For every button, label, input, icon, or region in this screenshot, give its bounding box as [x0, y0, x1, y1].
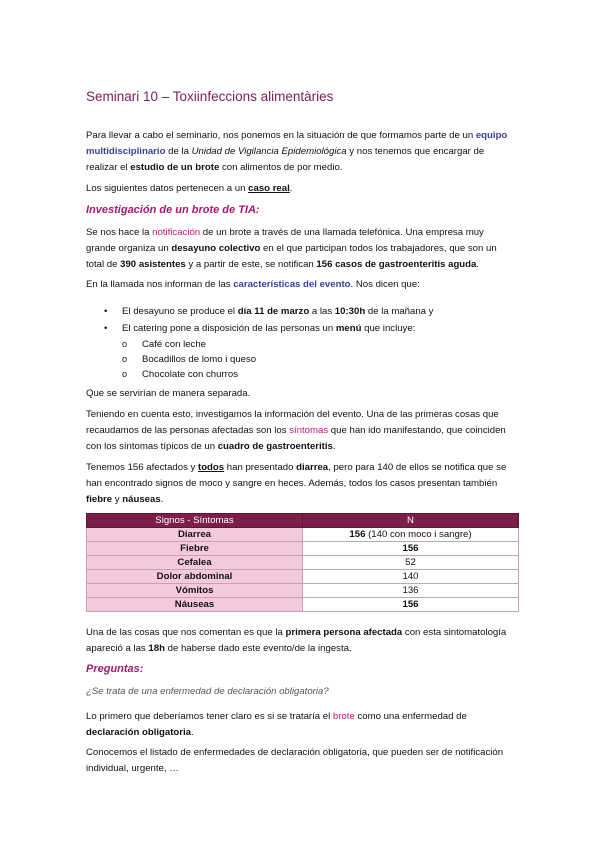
bold-text: náuseas — [122, 494, 161, 505]
bold-text: día 11 de marzo — [237, 306, 310, 317]
text: de haberse dado este evento/de la ingesta. — [164, 643, 352, 654]
text: Se nos hace la — [86, 227, 153, 238]
bold-text: primera persona afectada — [285, 627, 403, 638]
text: Una de las cosas que nos comentan es que la — [86, 627, 286, 638]
text: . — [289, 183, 293, 194]
table-row — [87, 584, 519, 598]
text: . Nos dicen que: — [350, 279, 420, 290]
text: El catering pone a disposición de las personas un — [122, 323, 336, 334]
bold-text: 10:30h — [334, 306, 366, 317]
list-item: o Bocadillos de lomo i queso — [122, 352, 256, 367]
list-item: o Café con leche — [122, 337, 256, 352]
afectados-paragraph — [86, 460, 516, 508]
datos-paragraph — [86, 181, 516, 197]
text: . — [191, 727, 194, 738]
text: Para llevar a cabo el seminario, nos ponemos en la situación de que formamos parte de un — [86, 130, 476, 141]
text: y nos tenemos que encargar de realizar el — [86, 146, 485, 173]
table-header: N — [303, 514, 519, 528]
table-row — [87, 528, 519, 542]
text: Lo primero que deberíamos tener claro es si se trataría el — [86, 711, 333, 722]
evento-paragraph — [86, 277, 516, 293]
event-bullet-list — [104, 303, 524, 337]
bold-text: diarrea — [296, 462, 329, 473]
section-heading-preguntas: Preguntas: — [86, 663, 144, 675]
bold-text: 18h — [148, 643, 165, 654]
text: y — [112, 494, 123, 505]
text: Los siguientes datos pertenecen a un — [86, 183, 249, 194]
bold-text: menú — [335, 323, 362, 334]
highlight-text: notificación — [152, 227, 201, 238]
symptoms-table — [86, 513, 519, 612]
listado-paragraph: Conocemos el listado de enfermedades de declaración obligatoria, que pueden ser de notificación individual, urgente, … — [86, 747, 504, 774]
table-cell-symptom: Fiebre — [87, 542, 303, 556]
table-header-row — [87, 514, 519, 528]
highlight-text: brote — [332, 711, 355, 722]
text: 52 — [405, 557, 416, 568]
table-cell-n — [303, 584, 519, 598]
bold-text: 156 casos de gastroenteritis aguda — [316, 259, 477, 270]
bold-text: fiebre — [86, 494, 113, 505]
declaracion-paragraph — [86, 709, 516, 741]
bold-text: 156 — [402, 543, 419, 554]
primera-persona-paragraph — [86, 625, 516, 657]
sintomas-paragraph — [86, 407, 516, 455]
text: . — [160, 494, 164, 505]
table-row — [87, 570, 519, 584]
table-row — [87, 556, 519, 570]
text: con esta sintomatología apareció a las — [86, 627, 507, 654]
text: 140 — [402, 571, 419, 582]
bold-text: 156 — [402, 599, 419, 610]
highlight-text: síntomas — [289, 425, 329, 436]
table-cell-symptom: Cefalea — [87, 556, 303, 570]
list-item: o Chocolate con churros — [122, 367, 256, 382]
text: que incluye: — [361, 323, 416, 334]
table-cell-symptom: Diarrea — [87, 528, 303, 542]
text: (140 con moco i sangre) — [365, 529, 472, 540]
table-cell-n — [303, 542, 519, 556]
text: El desayuno se produce el — [122, 306, 238, 317]
text: Tenemos 156 afectados y — [86, 462, 198, 473]
table-cell-n — [303, 570, 519, 584]
table-row — [87, 542, 519, 556]
table-header: Signos - Síntomas — [87, 514, 303, 528]
table-cell-n — [303, 598, 519, 612]
notificacion-paragraph — [86, 225, 516, 273]
text: En la llamada nos informan de las — [86, 279, 234, 290]
table-cell-n — [303, 556, 519, 570]
text: como una enfermedad de — [354, 711, 467, 722]
bold-text: 390 asistentes — [120, 259, 186, 270]
text: de la — [165, 146, 192, 157]
text: que han ido manifestando, que coinciden con los síntomas típicos de un — [86, 425, 506, 452]
list-item — [104, 303, 524, 320]
table-cell-n — [303, 528, 519, 542]
highlight-text: equipo multidisciplinario — [86, 130, 508, 157]
text: y a partir de este, se notifican — [185, 259, 317, 270]
italic-text: Unidad de Vigilancia Epidemiológica — [191, 146, 347, 157]
bold-underline-text: todos — [198, 462, 225, 473]
bold-text: 156 — [349, 529, 366, 540]
text: a las — [309, 306, 335, 317]
table-cell-symptom: Vómitos — [87, 584, 303, 598]
text: de un brote a través de una llamada telefónica. Una empresa muy grande organiza un — [86, 227, 484, 254]
bold-text: estudio de un brote — [130, 162, 220, 173]
highlight-text: características del evento — [233, 279, 351, 290]
list-item — [104, 320, 524, 337]
menu-list — [122, 337, 256, 382]
bold-text: desayuno colectivo — [171, 243, 261, 254]
table-cell-symptom: Náuseas — [87, 598, 303, 612]
page-title: Seminari 10 – Toxiinfeccions alimentàries — [86, 89, 334, 104]
text: Teniendo en cuenta esto, investigamos la información del evento. Una de las primeras cosas que recaudamos de las personas afectadas son los — [86, 409, 499, 436]
text: . — [332, 441, 336, 452]
bold-text: cuadro de gastroenteritis — [217, 441, 333, 452]
text: de la mañana y — [365, 306, 434, 317]
section-heading-investigacion: Investigación de un brote de TIA: — [86, 204, 260, 216]
text: en el que participan todos los trabajadores, que son un total de — [86, 243, 497, 270]
intro-paragraph — [86, 128, 516, 176]
question-text: ¿Se trata de una enfermedad de declaración obligatoria? — [86, 686, 329, 697]
text: , pero para 140 de ellos se notifica que se han encontrado signos de moco y sangre en heces. Además, todos los casos presentan también — [86, 462, 507, 489]
table-cell-symptom: Dolor abdominal — [87, 570, 303, 584]
bold-underline-text: caso real — [248, 183, 290, 194]
separada-paragraph: Que se servirían de manera separada. — [86, 388, 251, 399]
table-row — [87, 598, 519, 612]
text: con alimentos de por medio. — [219, 162, 343, 173]
text: han presentado — [224, 462, 297, 473]
text: 136 — [402, 585, 419, 596]
bold-text: declaración obligatoria — [86, 727, 192, 738]
text: . — [476, 259, 480, 270]
